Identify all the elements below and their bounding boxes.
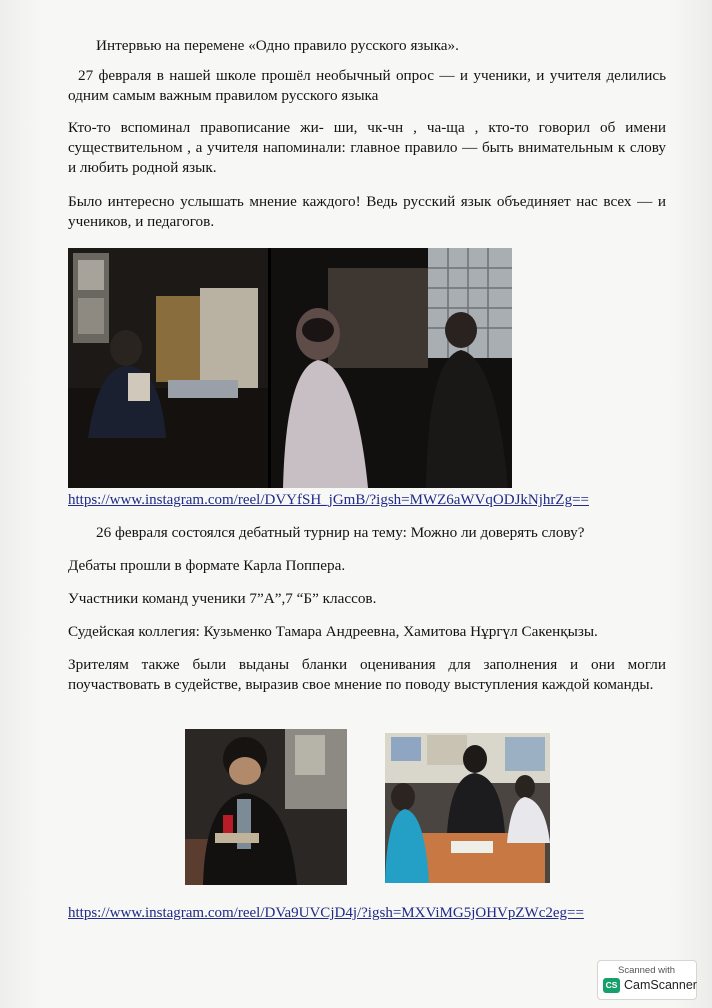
- interview-paragraph-2: Кто-то вспоминал правописание жи- ши, чк-чн , ча-ща , кто-то говорил об имени существительном , а учителя напоминали: главное правило — быть внимательным к слову и любить родной язык.: [68, 119, 666, 176]
- interview-paragraph-1: 27 февраля в нашей школе прошёл необычный опрос — и ученики, и учителя делились одним самым важным правилом русского языка: [68, 67, 666, 104]
- debate-jury: Судейская коллегия: Кузьменко Тамара Андреевна, Хамитова Нұргүл Сакенқызы.: [68, 623, 598, 640]
- camscanner-logo-icon: CS: [603, 978, 620, 993]
- interview-photo-collage: [68, 248, 512, 488]
- interview-paragraph-3: Было интересно услышать мнение каждого! Ведь русский язык объединяет нас всех — и учеников, и педагогов.: [68, 193, 666, 230]
- debate-intro: 26 февраля состоялся дебатный турнир на тему: Можно ли доверять слову?: [96, 524, 585, 541]
- debate-photo-classroom: [385, 733, 550, 883]
- watermark-name: CamScanner: [624, 978, 697, 992]
- debate-format: Дебаты прошли в формате Карла Поппера.: [68, 557, 346, 574]
- interview-title: Интервью на перемене «Одно правило русского языка».: [96, 37, 459, 54]
- debate-participants: Участники команд ученики 7”А”,7 “Б” классов.: [68, 590, 377, 607]
- instagram-link-debate[interactable]: https://www.instagram.com/reel/DVa9UVCjD4j/?igsh=MXViMG5jOHVpZWc2eg==: [68, 905, 584, 921]
- camscanner-watermark: [597, 960, 697, 1000]
- debate-audience: Зрителям также были выданы бланки оценивания для заполнения и они могли поучаствовать в судействе, выразив свое мнение по поводу выступления каждой команды.: [68, 656, 666, 693]
- debate-photo-speaker: [185, 729, 347, 885]
- instagram-link-interview[interactable]: https://www.instagram.com/reel/DVYfSH_jGmB/?igsh=MWZ6aWVqODJkNjhrZg==: [68, 492, 590, 508]
- watermark-line1: Scanned with: [618, 965, 676, 976]
